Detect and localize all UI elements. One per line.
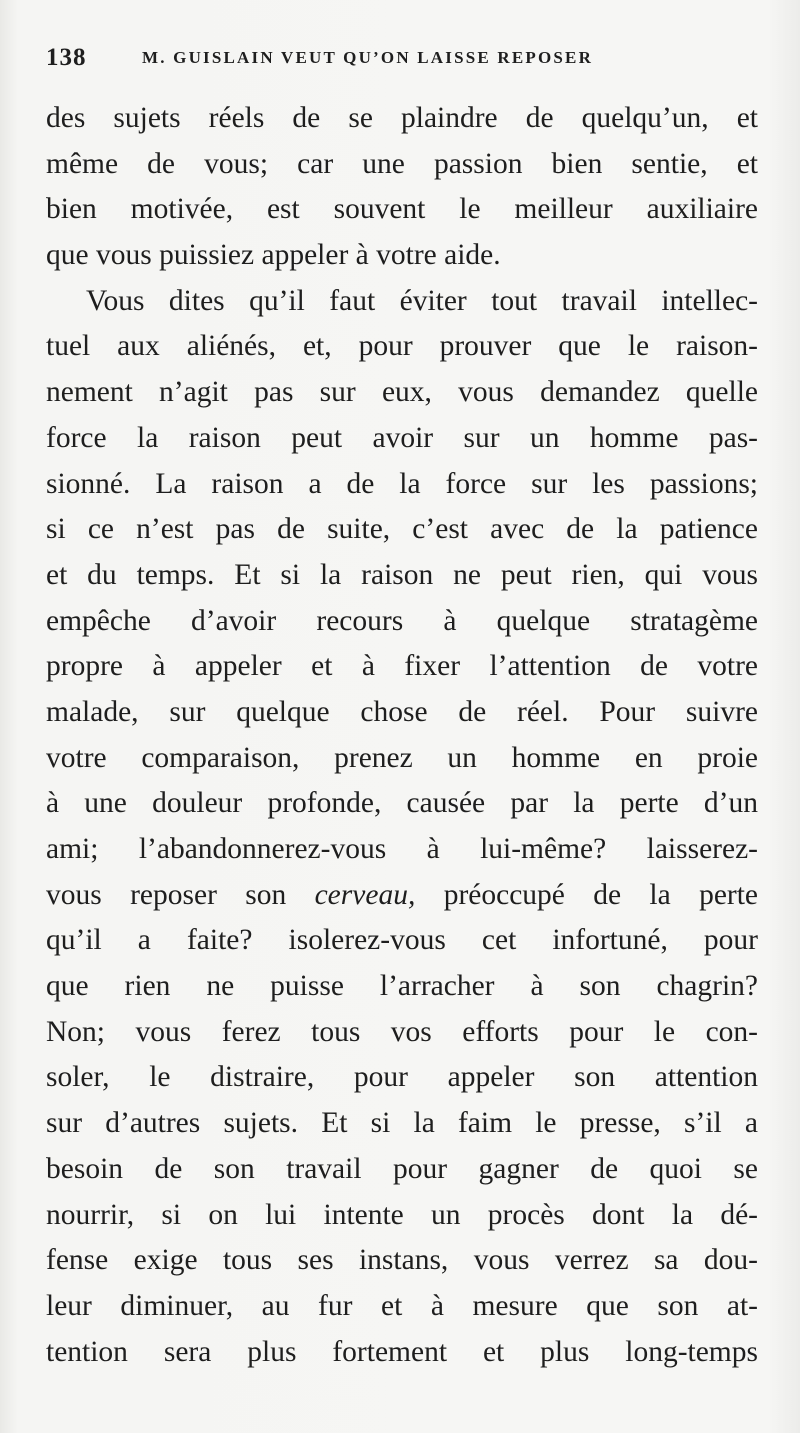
text-line: propre à appeler et à fixer l’attention de votre [46, 650, 758, 683]
text-line [46, 873, 758, 919]
text-line: tuel aux aliénés, et, pour prouver que le raison- [46, 330, 758, 363]
text-line: Vous dites qu’il faut éviter tout travail intellec- [86, 284, 758, 317]
text-line: nourrir, si on lui intente un procès dont la dé- [46, 1198, 758, 1231]
body-text [46, 96, 758, 1375]
text-line: sur d’autres sujets. Et si la faim le presse, s’il a [46, 1107, 758, 1140]
text-segment: préoccupé de la perte [443, 878, 759, 911]
text-line: et du temps. Et si la raison ne peut rien, qui vous [46, 558, 758, 591]
text-line: force la raison peut avoir sur un homme pas- [46, 421, 758, 454]
text-line: à une douleur profonde, causée par la perte d’un [46, 787, 758, 820]
text-line: empêche d’avoir recours à quelque stratagème [46, 604, 758, 637]
text-line: même de vous; car une passion bien sentie, et [46, 147, 758, 180]
text-line: sionné. La raison a de la force sur les passions; [46, 467, 758, 500]
text-line: malade, sur quelque chose de réel. Pour suivre [46, 695, 758, 728]
text-line: tention sera plus fortement et plus long-temps [46, 1335, 758, 1368]
text-line: soler, le distraire, pour appeler son attention [46, 1061, 758, 1094]
text-line: votre comparaison, prenez un homme en proie [46, 741, 758, 774]
text-line: Non; vous ferez tous vos efforts pour le con- [46, 1015, 758, 1048]
text-segment: vous reposer son [46, 878, 287, 911]
text-line: que rien ne puisse l’arracher à son chagrin? [46, 970, 758, 1003]
page-number: 138 [46, 44, 87, 71]
text-line: ami; l’abandonnerez-vous à lui-même? laisserez- [46, 833, 758, 865]
page-header [46, 44, 766, 78]
text-line: bien motivée, est souvent le meilleur auxiliaire [46, 193, 758, 226]
text-line: qu’il a faite? isolerez-vous cet infortuné, pour [46, 924, 758, 957]
italic-word: cerveau, [314, 878, 416, 911]
text-line: leur diminuer, au fur et à mesure que son at- [46, 1289, 758, 1322]
text-line: nement n’agit pas sur eux, vous demandez quelle [46, 376, 758, 409]
running-head: M. GUISLAIN VEUT QU’ON LAISSE REPOSER [142, 48, 594, 67]
text-line: fense exige tous ses instans, vous verrez sa dou- [46, 1244, 758, 1277]
text-line: que vous puissiez appeler à votre aide. [46, 239, 501, 272]
text-line: si ce n’est pas de suite, c’est avec de la patience [46, 513, 758, 546]
text-line: besoin de son travail pour gagner de quoi se [46, 1152, 758, 1185]
text-line: des sujets réels de se plaindre de quelqu’un, et [46, 102, 758, 134]
